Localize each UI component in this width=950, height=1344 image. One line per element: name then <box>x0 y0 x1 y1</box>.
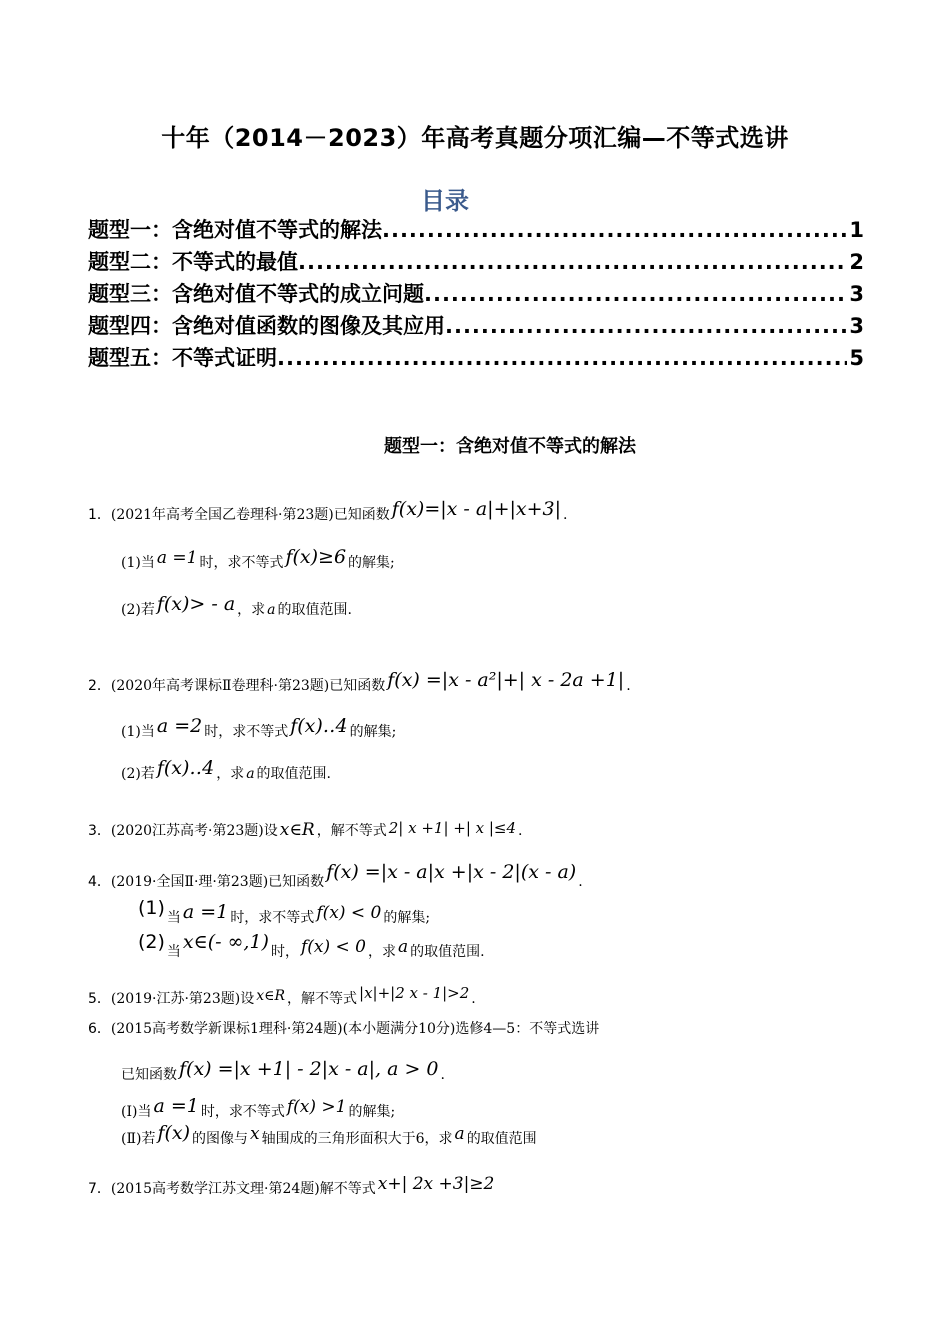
question-number: 2． <box>88 678 111 694</box>
formula: f(x)> - a <box>156 593 236 615</box>
text: ，求 <box>216 766 245 782</box>
text: (Ⅰ)当 <box>121 1104 152 1120</box>
text: 的解集; <box>383 910 431 926</box>
punctuation: . <box>626 678 631 694</box>
formula: x <box>250 1124 260 1144</box>
toc-leader-dots <box>277 346 847 370</box>
toc-entry[interactable] <box>88 310 864 342</box>
text: 时，求不等式 <box>204 724 289 740</box>
text: 已知函数 <box>121 1067 177 1083</box>
formula: x∈R <box>279 820 315 840</box>
formula: f(x) < 0 <box>316 903 382 923</box>
question-text: (2020江苏高考·第23题)设 <box>110 823 278 839</box>
question-6-part-2 <box>121 1122 537 1149</box>
toc-entry-label: 题型二：不等式的最值 <box>88 250 298 274</box>
text: 的解集; <box>348 555 395 571</box>
formula: f(x) < 0 <box>300 937 366 957</box>
toc-leader-dots <box>445 314 847 338</box>
question-2-part-2 <box>121 757 331 784</box>
toc-entry-label: 题型五：不等式证明 <box>88 346 277 370</box>
formula: f(x) >1 <box>286 1097 347 1117</box>
question-number: 1． <box>88 507 111 523</box>
question-number: 3． <box>88 823 111 839</box>
question-number: 7． <box>88 1181 111 1197</box>
question-4 <box>88 861 583 892</box>
text: 的取值范围. <box>410 944 485 960</box>
formula: a =2 <box>156 715 203 737</box>
text: 当 <box>166 910 181 926</box>
formula: |x|+|2 x - 1|>2 <box>359 984 470 1002</box>
question-4-part-2 <box>138 931 485 962</box>
question-number: 4． <box>88 874 111 890</box>
formula: f(x) =|x +1| - 2|x - a|, a > 0 <box>179 1058 439 1080</box>
toc-entry-label: 题型一：含绝对值不等式的解法 <box>88 218 382 242</box>
text: 时，求不等式 <box>200 1104 285 1120</box>
question-number: 6． <box>88 1021 111 1037</box>
punctuation: . <box>563 507 568 523</box>
text: 的取值范围. <box>277 602 352 618</box>
question-6 <box>88 1019 599 1039</box>
formula: a =1 <box>153 1095 199 1117</box>
question-1 <box>88 498 568 525</box>
toc-entry-page: 1 <box>849 218 864 242</box>
toc-entry[interactable] <box>88 278 864 310</box>
toc-entry-label: 题型四：含绝对值函数的图像及其应用 <box>88 314 445 338</box>
toc-entry-page: 5 <box>849 346 864 370</box>
formula: a =1 <box>156 548 198 568</box>
formula: f(x) =|x - a²|+| x - 2a +1| <box>387 669 625 691</box>
formula: a <box>246 766 255 782</box>
punctuation: . <box>518 823 523 839</box>
text: 的取值范围. <box>256 766 331 782</box>
question-text: (2020年高考课标Ⅱ卷理科·第23题)已知函数 <box>110 678 386 694</box>
formula: f(x) =|x - a|x +|x - 2|(x - a) <box>326 861 577 883</box>
text: 时， <box>270 944 299 960</box>
part-index: (1) <box>138 897 165 919</box>
question-7 <box>88 1174 496 1199</box>
formula: a <box>397 937 409 957</box>
section-heading: 题型一：含绝对值不等式的解法 <box>384 436 636 457</box>
text: ，求 <box>367 944 396 960</box>
formula: x∈(- ∞,1) <box>182 931 269 953</box>
question-2-part-1 <box>121 715 397 742</box>
formula: f(x)‥4 <box>290 715 348 737</box>
text: 的解集; <box>349 724 397 740</box>
toc-heading: 目录 <box>421 187 469 215</box>
toc-entry-label: 题型三：含绝对值不等式的成立问题 <box>88 282 424 306</box>
part-index: (2) <box>138 931 165 953</box>
text: (1)当 <box>121 724 155 740</box>
formula: f(x)≥6 <box>285 546 347 568</box>
text: (2)若 <box>121 602 155 618</box>
text: ，解不等式 <box>316 823 387 839</box>
question-1-part-2 <box>121 593 352 620</box>
text: 轴围成的三角形面积大于6，求 <box>261 1131 453 1147</box>
question-text: (2019·江苏·第23题)设 <box>110 991 255 1007</box>
text: 的取值范围 <box>466 1131 537 1147</box>
question-text: (2015高考数学新课标1理科·第24题)(本小题满分10分)选修4—5：不等式选讲 <box>110 1021 600 1037</box>
text: (2)若 <box>121 766 155 782</box>
text: ，解不等式 <box>287 991 358 1007</box>
question-5 <box>88 984 476 1009</box>
question-6-part-1 <box>121 1095 396 1122</box>
text: 的解集; <box>348 1104 396 1120</box>
toc-leader-dots <box>382 218 847 242</box>
text: 时，求不等式 <box>199 555 284 571</box>
formula: a =1 <box>182 901 229 923</box>
formula: f(x)‥4 <box>156 757 215 779</box>
punctuation: . <box>578 874 583 890</box>
formula: x∈R <box>256 988 286 1004</box>
formula: 2| x +1| +| x |≤4 <box>388 819 517 837</box>
question-4-part-1 <box>138 897 431 928</box>
question-1-part-1 <box>121 546 395 573</box>
question-2 <box>88 669 631 696</box>
toc-entry[interactable] <box>88 214 864 246</box>
question-text: (2015高考数学江苏文理·第24题)解不等式 <box>110 1181 376 1197</box>
table-of-contents <box>88 214 864 374</box>
text: (Ⅱ)若 <box>121 1131 156 1147</box>
toc-entry-page: 3 <box>849 282 864 306</box>
toc-entry-page: 3 <box>849 314 864 338</box>
formula: f(x)=|x - a|+|x+3| <box>391 498 562 520</box>
formula: a <box>454 1124 465 1144</box>
punctuation: . <box>440 1067 445 1083</box>
text: 当 <box>166 944 181 960</box>
formula: f(x) <box>157 1122 191 1144</box>
text: 的图像与 <box>192 1131 249 1147</box>
formula: x+| 2x +3|≥2 <box>377 1174 495 1194</box>
punctuation: . <box>471 991 476 1007</box>
question-text: (2021年高考全国乙卷理科·第23题)已知函数 <box>110 507 390 523</box>
text: (1)当 <box>121 555 155 571</box>
question-3 <box>88 820 523 841</box>
toc-entry[interactable] <box>88 246 864 278</box>
toc-entry-page: 2 <box>849 250 864 274</box>
formula: a <box>267 602 276 618</box>
toc-entry[interactable] <box>88 342 864 374</box>
text: ，求 <box>237 602 266 618</box>
question-number: 5． <box>88 991 111 1007</box>
toc-leader-dots <box>424 282 847 306</box>
page-title: 十年（2014－2023）年高考真题分项汇编—不等式选讲 <box>161 124 789 152</box>
question-text: (2019·全国Ⅱ·理·第23题)已知函数 <box>110 874 325 890</box>
question-6-stem <box>121 1058 445 1085</box>
text: 时，求不等式 <box>230 910 315 926</box>
toc-leader-dots <box>298 250 847 274</box>
